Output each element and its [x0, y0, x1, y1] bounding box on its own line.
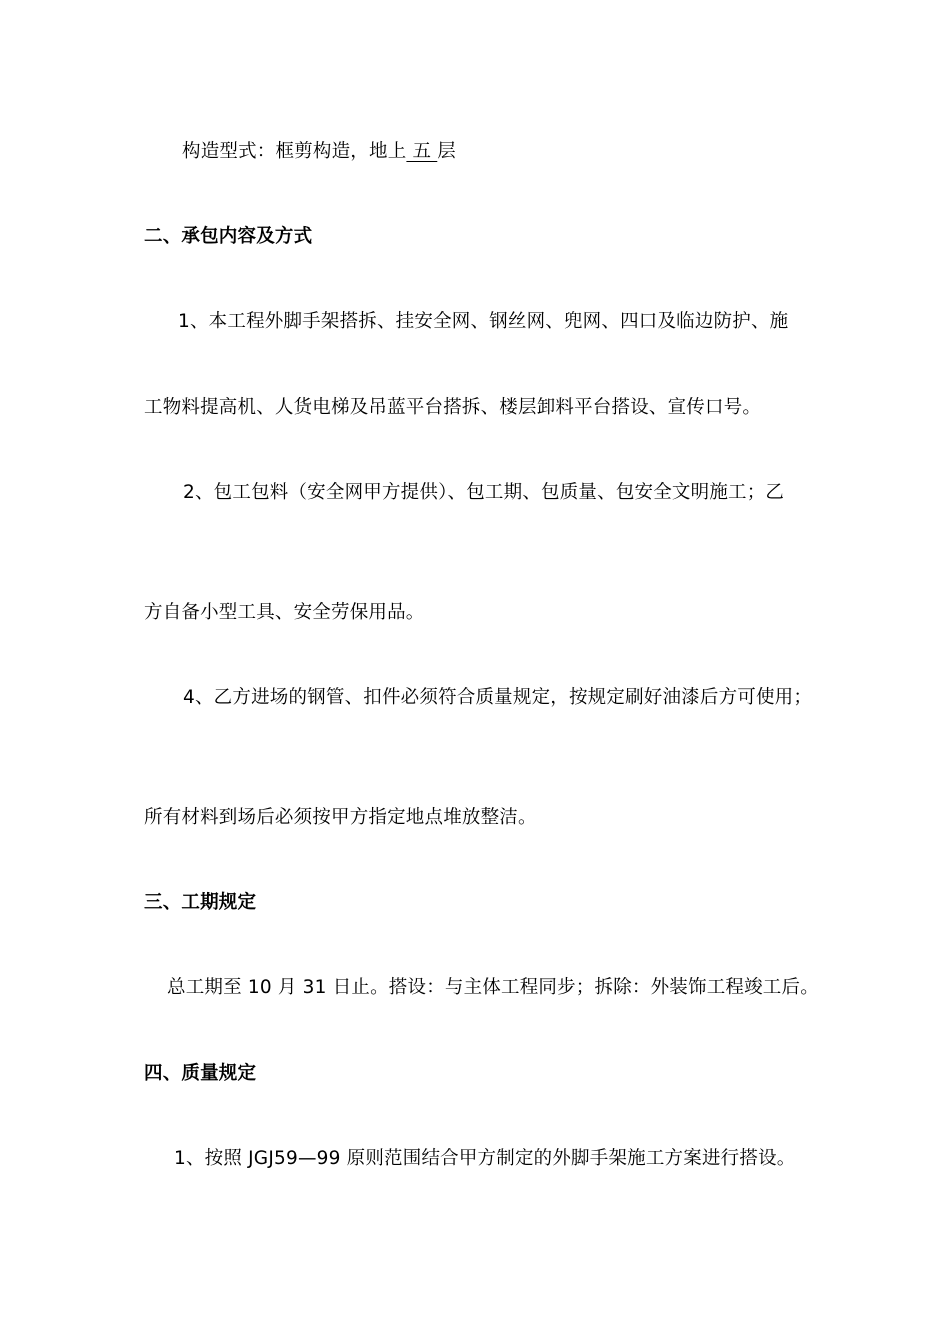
- section-2-item-2-line-2: 方自备小型工具、安全劳保用品。: [144, 602, 425, 623]
- section-2-item-4-line-2: 所有材料到场后必须按甲方指定地点堆放整洁。: [144, 807, 537, 828]
- structure-type-line: [182, 140, 456, 164]
- floor-count: 五: [406, 141, 438, 162]
- section-2-item-2-line-1: 2、包工包料（安全网甲方提供）、包工期、包质量、包安全文明施工；乙: [183, 482, 785, 503]
- section-3-heading: 三、工期规定: [144, 892, 257, 913]
- structure-type-prefix: 构造型式：框剪构造，地上: [182, 141, 407, 162]
- section-2-item-1-line-1: 1、本工程外脚手架搭拆、挂安全网、钢丝网、兜网、四口及临边防护、施: [178, 311, 789, 332]
- section-2-item-1-line-2: 工物料提高机、人货电梯及吊蓝平台搭拆、楼层卸料平台搭设、宣传口号。: [144, 397, 762, 418]
- section-4-item-1-line-1: 1、按照 JGJ59—99 原则范围结合甲方制定的外脚手架施工方案进行搭设。: [174, 1148, 796, 1169]
- section-2-item-4-line-1: 4、乙方进场的钢管、扣件必须符合质量规定，按规定刷好油漆后方可使用；: [183, 687, 813, 708]
- section-3-line-1: 总工期至 10 月 31 日止。搭设：与主体工程同步；拆除：外装饰工程竣工后。: [167, 977, 819, 998]
- section-2-heading: 二、承包内容及方式: [144, 226, 313, 247]
- section-4-heading: 四、质量规定: [144, 1063, 257, 1084]
- structure-type-suffix: 层: [437, 141, 456, 162]
